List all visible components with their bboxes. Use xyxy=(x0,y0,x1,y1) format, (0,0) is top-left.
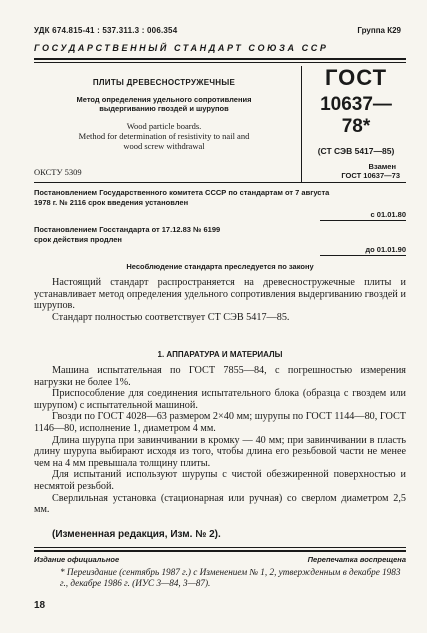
title-en-line-3: wood screw withdrawal xyxy=(123,141,205,151)
replaces-gost: ГОСТ 10637—73 xyxy=(341,171,400,180)
section-1-paragraph-4: Длина шурупа при завинчивании в кромку — 40 мм; при завинчивании в пласть длину шурупа выбирают исходя из того, чтобы длина его резьбовой части не менее чем на 4 мм превышала толщину плиты. xyxy=(34,434,406,469)
title-en-line-2: Method for determination of resistivity to nail and xyxy=(78,131,250,141)
section-1-paragraph-6: Сверлильная установка (стационарная или ручная) со сверлом диаметром 2,5 мм. xyxy=(34,492,406,516)
subtitle-ru-line-2: выдергиванию гвоздей и шурупов xyxy=(99,104,229,113)
legal-warning: Несоблюдение стандарта преследуется по закону xyxy=(126,262,314,271)
header-rule xyxy=(34,58,406,60)
title-divider xyxy=(301,66,302,182)
gost-word: ГОСТ xyxy=(324,65,388,90)
title-ru: ПЛИТЫ ДРЕВЕСНОСТРУЖЕЧНЫЕ xyxy=(92,78,236,87)
okstu-code: ОКСТУ 5309 xyxy=(34,167,82,177)
intro-text xyxy=(34,277,406,323)
gost-number-box xyxy=(306,66,406,180)
official-edition-label: Издание официальное xyxy=(34,555,120,564)
middle-rule xyxy=(34,182,406,183)
footer-rule xyxy=(34,547,406,548)
reprint-prohibited-label: Перепечатка воспрещена xyxy=(307,555,406,564)
footnote: * Переиздание (сентябрь 1987 г.) с Изменением № 1, 2, утвержденным в декабре 1983 г., декабре 1986 г. (ИУС 3—84, 3—87). xyxy=(60,567,401,588)
section-1-paragraph-1: Машина испытательная по ГОСТ 7855—84, с погрешностью измерения нагрузки не более 1%. xyxy=(34,365,406,388)
decree-1-line-1: Постановлением Государственного комитета СССР по стандартам от 7 августа xyxy=(34,188,330,197)
subtitle-ru-line-1: Метод определения удельного сопротивления xyxy=(76,95,252,104)
section-1-title: 1. АППАРАТУРА И МАТЕРИАЛЫ xyxy=(157,350,283,359)
header-rule-thin xyxy=(34,62,406,63)
decree-2 xyxy=(34,225,406,245)
intro-paragraph-2: Стандарт полностью соответствует СТ СЭВ 5417—85. xyxy=(52,311,290,323)
intro-paragraph-1: Настоящий стандарт распространяется на древесностружечные плиты и устанавливает метод определения удельного сопротивления выдергиванию гвоздей и шурупов. xyxy=(34,277,406,312)
title-en-line-1: Wood particle boards. xyxy=(126,121,202,131)
decree-2-line-2: срок действия продлен xyxy=(34,235,122,244)
udk-code: УДК 674.815-41 : 537.311.3 : 006.354 xyxy=(34,26,178,35)
gost-number: 10637—78* xyxy=(320,94,392,137)
footer-rule-thick xyxy=(34,550,406,552)
section-1-text xyxy=(34,365,406,516)
standard-banner: ГОСУДАРСТВЕННЫЙ СТАНДАРТ СОЮЗА ССР xyxy=(34,43,329,53)
decree-2-date: до 01.01.90 xyxy=(365,245,406,254)
subtitle-ru xyxy=(34,95,294,113)
decree-1 xyxy=(34,188,406,208)
section-1-paragraph-2: Приспособление для соединения испытательного блока (образца с гвоздем или шурупом) с испытательной машиной. xyxy=(34,388,406,411)
st-sev-ref: (СТ СЭВ 5417—85) xyxy=(317,146,395,156)
section-1-paragraph-3: Гвозди по ГОСТ 4028—63 размером 2×40 мм; шурупы по ГОСТ 1144—80, ГОСТ 1146—80, исполнение 1, диаметром 4 мм. xyxy=(34,411,406,434)
decree-1-line-2: 1978 г. № 2116 срок введения установлен xyxy=(34,198,189,207)
decree-2-line-1: Постановлением Госстандарта от 17.12.83 № 6199 xyxy=(34,225,221,234)
page-number: 18 xyxy=(34,600,46,611)
title-block xyxy=(34,68,294,151)
group-code: Группа К29 xyxy=(357,26,401,35)
revision-note: (Измененная редакция, Изм. № 2). xyxy=(52,529,221,540)
title-en xyxy=(34,121,294,151)
decree-1-underline xyxy=(320,220,406,221)
decree-2-underline xyxy=(320,255,406,256)
replaces-label: Взамен xyxy=(368,162,396,171)
section-1-paragraph-5: Для испытаний используют шурупы с чистой обезжиренной поверхностью и несмятой резьбой. xyxy=(34,469,406,492)
decree-1-date: с 01.01.80 xyxy=(370,210,406,219)
